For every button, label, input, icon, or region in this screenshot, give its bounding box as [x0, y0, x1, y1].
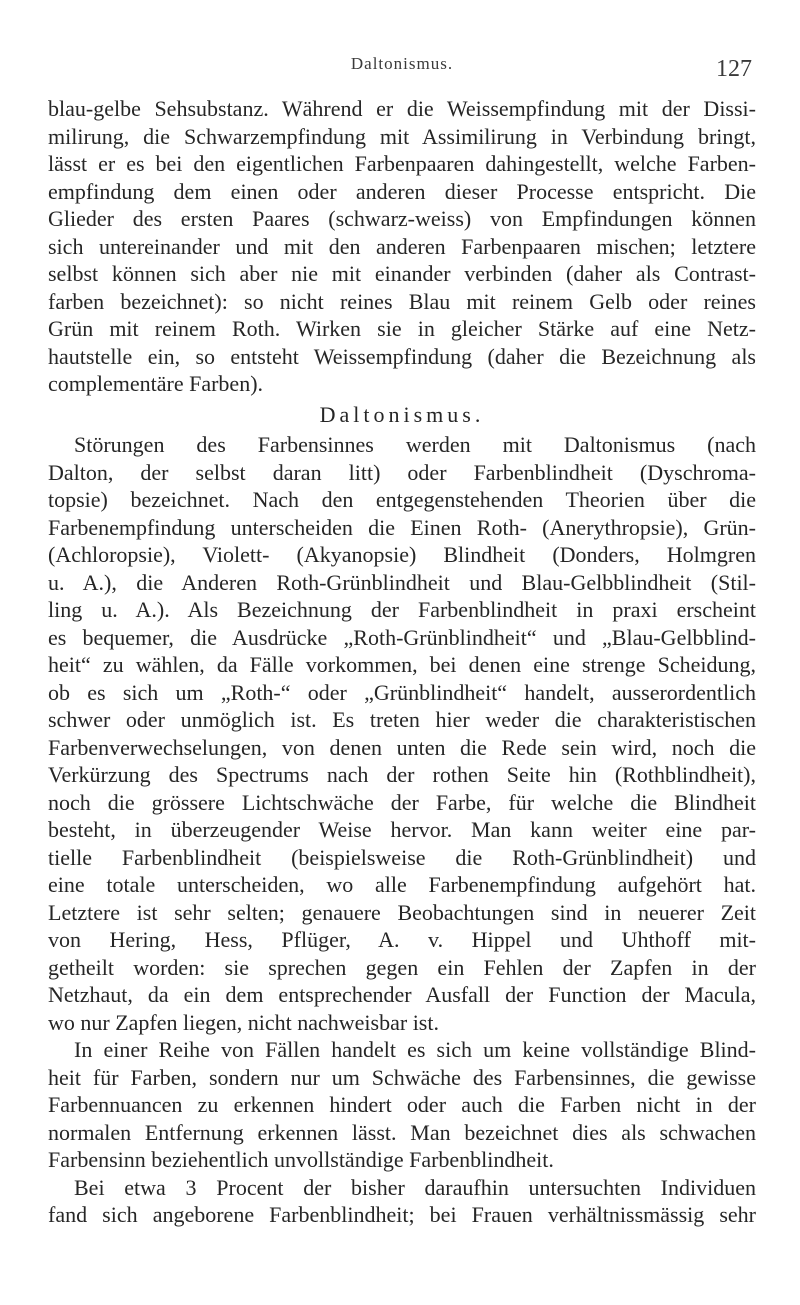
section-heading: Daltonismus. [319, 401, 485, 427]
text-line: ling u. A.). Als Bezeichnung der Farbenblindheit in praxi erscheint [48, 597, 756, 622]
text-line: normalen Entfernung erkennen lässt. Man bezeichnet dies als schwachen [48, 1119, 756, 1145]
text-line: Farbennuancen zu erkennen hindert oder auch die Farben nicht in der [48, 1092, 756, 1117]
text-line: lässt er es bei den eigentlichen Farbenpaaren dahingestellt, welche Farben- [48, 151, 756, 176]
text-line: Glieder des ersten Paares (schwarz-weiss) von Empfindungen können [48, 206, 756, 231]
running-head [48, 54, 756, 84]
page-number: 127 [716, 56, 752, 82]
text-line: Letztere ist sehr selten; genauere Beobachtungen sind in neuerer Zeit [48, 899, 756, 925]
text-line: u. A.), die Anderen Roth-Grünblindheit und Blau-Gelbblindheit (Stil- [48, 569, 756, 595]
text-line: Farbenverwechselungen, von denen unten die Rede sein wird, noch die [48, 734, 756, 760]
text-line: es bequemer, die Ausdrücke „Roth-Grünblindheit“ und „Blau-Gelbblind- [48, 624, 756, 650]
text-line: Verkürzung des Spectrums nach der rothen Seite hin (Rothblindheit), [48, 762, 756, 787]
running-title: Daltonismus. [350, 54, 454, 73]
text-line: hautstelle ein, so entsteht Weissempfindung (daher die Bezeichnung als [48, 343, 756, 369]
book-page [48, 0, 756, 1305]
text-line: ob es sich um „Roth-“ oder „Grünblindheit“ handelt, ausserordentlich [48, 679, 756, 705]
text-line: eine totale unterscheiden, wo alle Farbenempfindung aufgehört hat. [48, 872, 756, 897]
text-line: heit“ zu wählen, da Fälle vorkommen, bei denen eine strenge Scheidung, [48, 652, 756, 677]
text-line: heit für Farben, sondern nur um Schwäche des Farbensinnes, die gewisse [48, 1064, 756, 1090]
text-line: Grün mit reinem Roth. Wirken sie in gleicher Stärke auf eine Netz- [48, 316, 756, 341]
text-line: sich untereinander und mit den anderen Farbenpaaren mischen; letztere [48, 233, 756, 259]
text-line: Bei etwa 3 Procent der bisher daraufhin untersuchten Individuen [74, 1174, 756, 1200]
body-text [48, 95, 756, 1229]
text-line: topsie) bezeichnet. Nach den entgegenstehenden Theorien über die [48, 487, 756, 512]
text-line: farben bezeichnet): so nicht reines Blau mit reinem Gelb oder reines [48, 288, 756, 314]
text-line: selbst können sich aber nie mit einander verbinden (daher als Contrast- [48, 261, 756, 286]
text-line: Störungen des Farbensinnes werden mit Daltonismus (nach [74, 432, 756, 457]
text-line: Netzhaut, da ein dem entsprechender Ausfall der Function der Macula, [48, 982, 756, 1007]
text-line: Dalton, der selbst daran litt) oder Farbenblindheit (Dyschroma- [48, 459, 756, 485]
text-line: complementäre Farben). [48, 371, 264, 396]
text-line: schwer oder unmöglich ist. Es treten hier weder die charakteristischen [48, 707, 756, 732]
text-line: tielle Farbenblindheit (beispielsweise die Roth-Grünblindheit) und [48, 844, 756, 870]
text-line: wo nur Zapfen liegen, nicht nachweisbar ist. [48, 1009, 439, 1035]
text-line: (Achloropsie), Violett- (Akyanopsie) Blindheit (Donders, Holmgren [48, 542, 756, 567]
text-line: getheilt worden: sie sprechen gegen ein Fehlen der Zapfen in der [48, 954, 756, 980]
text-line: Farbensinn beziehentlich unvollständige Farbenblindheit. [48, 1147, 554, 1172]
text-line: blau-gelbe Sehsubstanz. Während er die Weissempfindung mit der Dissi- [48, 96, 756, 121]
text-line: noch die grössere Lichtschwäche der Farbe, für welche die Blindheit [48, 789, 756, 815]
text-line: von Hering, Hess, Pflüger, A. v. Hippel und Uhthoff mit- [48, 927, 756, 952]
text-line: besteht, in überzeugender Weise hervor. Man kann weiter eine par- [48, 817, 756, 842]
text-line: Farbenempfindung unterscheiden die Einen Roth- (Anerythropsie), Grün- [48, 514, 756, 540]
text-line: empfindung dem einen oder anderen dieser Processe entspricht. Die [48, 178, 756, 204]
text-line: fand sich angeborene Farbenblindheit; bei Frauen verhältnissmässig sehr [48, 1202, 756, 1227]
text-line: milirung, die Schwarzempfindung mit Assimilirung in Verbindung bringt, [48, 123, 756, 149]
text-line: In einer Reihe von Fällen handelt es sich um keine vollständige Blind- [74, 1037, 756, 1062]
